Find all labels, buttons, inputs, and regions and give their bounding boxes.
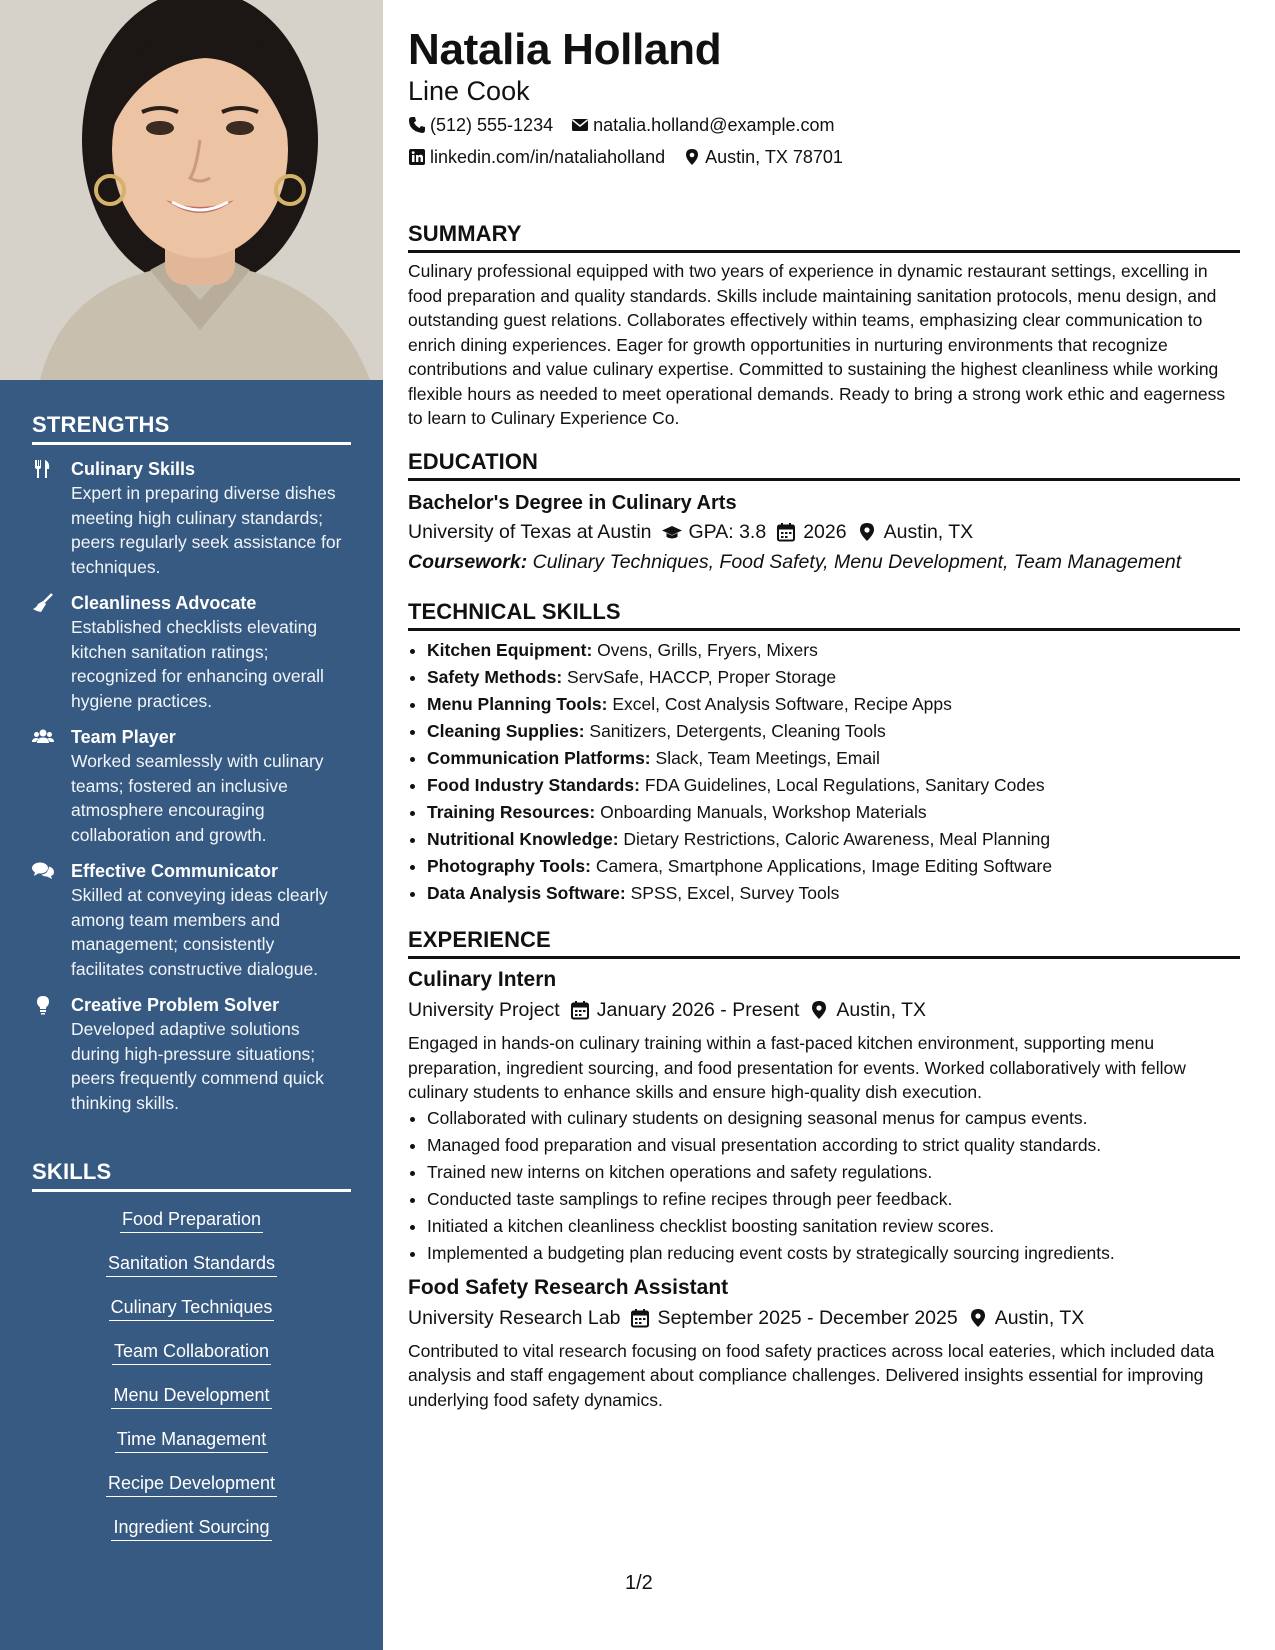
degree-title: Bachelor's Degree in Culinary Arts [408, 492, 737, 514]
graduation-year: 2026 [803, 521, 847, 543]
job-title: Line Cook [408, 76, 530, 106]
list-item: • Initiated a kitchen cleanliness checklist boosting sanitation review scores. [427, 1213, 1240, 1240]
envelope-icon [571, 116, 589, 134]
education-meta [408, 517, 1240, 547]
strength-item [32, 725, 351, 847]
position-location: Austin, TX [836, 999, 927, 1021]
position-bullets [408, 1105, 1240, 1267]
strength-desc: Established checklists elevating kitchen sanitation ratings; recognized for enhancing overall hygiene practices. [71, 617, 324, 711]
list-item: • Menu Planning Tools: Excel, Cost Analysis Software, Recipe Apps [427, 691, 1240, 718]
skill-item: Team Collaboration [32, 1338, 351, 1365]
education-section [408, 449, 1240, 577]
sidebar [0, 0, 383, 1650]
summary-text: Culinary professional equipped with two years of experience in dynamic restaurant settings, excelling in food preparation and quality standards. Skills include maintaining sanitation protocols, menu design, and outstanding guest relations. Collaborates effectively within teams, emphasizing clear communication to enrich dining experiences. Eager for growth opportunities in nurturing environments that recognize contributions and value culinary expertise. Committed to sustaining the highest cleanliness while working flexible hours as needed to meet operational demands. Ready to bring a strong work ethic and eagerness to learn to Culinary Experience Co. [408, 261, 1226, 428]
technical-skills-list [408, 637, 1240, 907]
broom-icon [32, 593, 54, 613]
skill-item: Sanitation Standards [32, 1250, 351, 1277]
list-item: • Trained new interns on kitchen operations and safety regulations. [427, 1159, 1240, 1186]
skills-list [32, 1206, 351, 1541]
position-meta [408, 1303, 1240, 1333]
skill-item: Recipe Development [32, 1470, 351, 1497]
strength-title: Effective Communicator [71, 861, 279, 881]
position-meta [408, 995, 1240, 1025]
strength-desc: Expert in preparing diverse dishes meeting high culinary standards; peers regularly seek assistance for techniques. [71, 483, 342, 577]
date-range: September 2025 - December 2025 [657, 1306, 958, 1329]
skills-heading: SKILLS [32, 1159, 351, 1192]
linkedin-icon [408, 148, 426, 166]
skill-item: Time Management [32, 1426, 351, 1453]
list-item: • Collaborated with culinary students on designing seasonal menus for campus events. [427, 1105, 1240, 1132]
gpa: GPA: 3.8 [688, 521, 767, 543]
list-item: • Food Industry Standards: FDA Guidelines, Local Regulations, Sanitary Codes [427, 772, 1240, 799]
coursework: Coursework: Culinary Techniques, Food Safety, Menu Development, Team Management [408, 551, 1182, 573]
list-item: • Photography Tools: Camera, Smartphone Applications, Image Editing Software [427, 853, 1240, 880]
lightbulb-icon [32, 995, 54, 1015]
list-item: • Managed food preparation and visual presentation according to strict quality standards. [427, 1132, 1240, 1159]
contact-line-1 [408, 113, 835, 137]
calendar-icon [570, 1000, 590, 1020]
position-description: Contributed to vital research focusing on food safety practices across local eateries, which included data analysis and staff engagement about compliance challenges. Delivered insights essential for improving underlying food safety dynamics. [408, 1340, 1215, 1410]
list-item: • Implemented a budgeting plan reducing event costs by strategically sourcing ingredients. [427, 1240, 1240, 1267]
position-title: Food Safety Research Assistant [408, 1275, 729, 1299]
date-range: January 2026 - Present [596, 999, 800, 1021]
email-contact[interactable]: natalia.holland@example.com [571, 113, 834, 137]
school-name: University of Texas at Austin [408, 521, 652, 543]
organization: University Project [408, 999, 560, 1021]
list-item: • Training Resources: Onboarding Manuals, Workshop Materials [427, 799, 1240, 826]
strength-title: Cleanliness Advocate [71, 593, 257, 613]
location-contact: Austin, TX 78701 [683, 145, 843, 169]
position-title: Culinary Intern [408, 968, 557, 991]
strengths-section [32, 412, 351, 1115]
strength-desc: Worked seamlessly with culinary teams; fostered an inclusive atmosphere encouraging collaboration and growth. [71, 751, 324, 845]
skill-item: Culinary Techniques [32, 1294, 351, 1321]
strength-desc: Skilled at conveying ideas clearly among team members and management; consistently facilitates constructive dialogue. [71, 885, 328, 979]
skill-item: Food Preparation [32, 1206, 351, 1233]
strength-title: Team Player [71, 727, 176, 747]
skills-section [32, 1159, 351, 1558]
skill-item: Menu Development [32, 1382, 351, 1409]
position-location: Austin, TX [994, 1306, 1085, 1329]
utensils-icon [32, 459, 54, 479]
skill-item: Ingredient Sourcing [32, 1514, 351, 1541]
list-item: • Cleaning Supplies: Sanitizers, Detergents, Cleaning Tools [427, 718, 1240, 745]
experience-heading: EXPERIENCE [408, 927, 1240, 959]
education-heading: EDUCATION [408, 449, 1240, 481]
list-item: • Kitchen Equipment: Ovens, Grills, Fryers, Mixers [427, 637, 1240, 664]
summary-heading: SUMMARY [408, 221, 1240, 253]
strength-title: Culinary Skills [71, 459, 196, 479]
contact-line-2 [408, 145, 843, 169]
linkedin-contact[interactable]: linkedin.com/in/nataliaholland [408, 145, 665, 169]
page-number: 1/2 [625, 1572, 653, 1594]
organization: University Research Lab [408, 1306, 621, 1329]
education-location: Austin, TX [883, 521, 974, 543]
map-marker-icon [683, 148, 701, 166]
experience-section [408, 927, 1240, 1412]
strength-item [32, 859, 351, 981]
list-item: • Data Analysis Software: SPSS, Excel, Survey Tools [427, 880, 1240, 907]
map-marker-icon [968, 1308, 988, 1328]
comments-icon [32, 861, 54, 881]
users-icon [32, 727, 54, 747]
strength-item [32, 993, 351, 1115]
strength-item [32, 457, 351, 579]
calendar-icon [776, 522, 796, 542]
map-marker-icon [809, 1000, 829, 1020]
strength-item [32, 591, 351, 713]
calendar-icon [630, 1308, 650, 1328]
strengths-heading: STRENGTHS [32, 412, 351, 445]
phone-icon [408, 116, 426, 134]
technical-skills-section [408, 599, 1240, 907]
summary-section [408, 221, 1240, 431]
phone-contact[interactable]: (512) 555-1234 [408, 113, 553, 137]
graduation-cap-icon [662, 522, 682, 542]
experience-entry [408, 965, 1240, 1267]
map-marker-icon [857, 522, 877, 542]
strength-title: Creative Problem Solver [71, 995, 280, 1015]
profile-photo [0, 0, 383, 380]
position-description: Engaged in hands-on culinary training within a fast-paced kitchen environment, supporting menu preparation, ingredient sourcing, and food presentation for events. Worked collaboratively with fellow culinary students to enhance skills and ensure high-quality dish execution. [408, 1033, 1186, 1102]
technical-skills-heading: TECHNICAL SKILLS [408, 599, 1240, 631]
strength-desc: Developed adaptive solutions during high-pressure situations; peers frequently commend quick thinking skills. [71, 1019, 324, 1113]
experience-entry [408, 1273, 1240, 1413]
list-item: • Safety Methods: ServSafe, HACCP, Proper Storage [427, 664, 1240, 691]
list-item: • Communication Platforms: Slack, Team Meetings, Email [427, 745, 1240, 772]
list-item: • Conducted taste samplings to refine recipes through peer feedback. [427, 1186, 1240, 1213]
list-item: • Nutritional Knowledge: Dietary Restrictions, Caloric Awareness, Meal Planning [427, 826, 1240, 853]
candidate-name: Natalia Holland [408, 25, 722, 74]
